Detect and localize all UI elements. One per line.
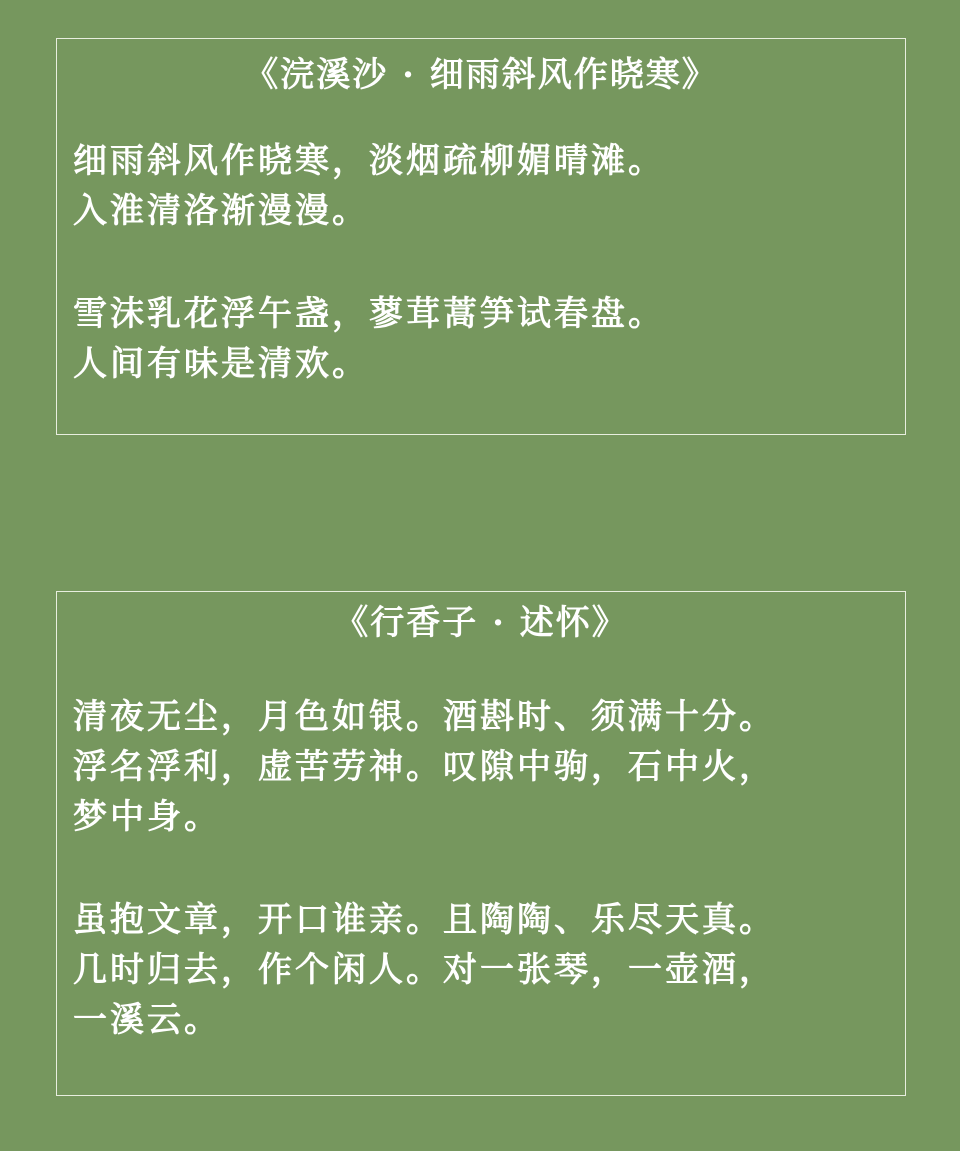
poem-line: 梦中身。 [73,797,221,837]
poem-line: 入淮清洛渐漫漫。 [73,191,369,231]
poem-line: 清夜无尘，月色如银。酒斟时、须满十分。 [73,697,776,737]
poem-card-xingxiangzi [56,591,906,1096]
stanza-second [57,895,905,1045]
poem-line: 虽抱文章，开口谁亲。且陶陶、乐尽天真。 [73,900,776,940]
poem-title: 《行香子 · 述怀》 [334,603,628,643]
poem-title: 《浣溪沙 · 细雨斜风作晓寒》 [244,55,718,95]
stanza-first [57,692,905,842]
stanza-second [57,289,905,389]
poem-card-huanxisha [56,38,906,435]
poem-line: 几时归去，作个闲人。对一张琴，一壶酒， [73,950,776,990]
poem-line: 雪沫乳花浮午盏，蓼茸蒿笋试春盘。 [73,294,665,334]
poem-line: 浮名浮利，虚苦劳神。叹隙中驹，石中火， [73,747,776,787]
poem-line: 细雨斜风作晓寒，淡烟疏柳媚晴滩。 [73,141,665,181]
poem-line: 人间有味是清欢。 [73,344,369,384]
poem-line: 一溪云。 [73,1000,221,1040]
stanza-first [57,136,905,236]
